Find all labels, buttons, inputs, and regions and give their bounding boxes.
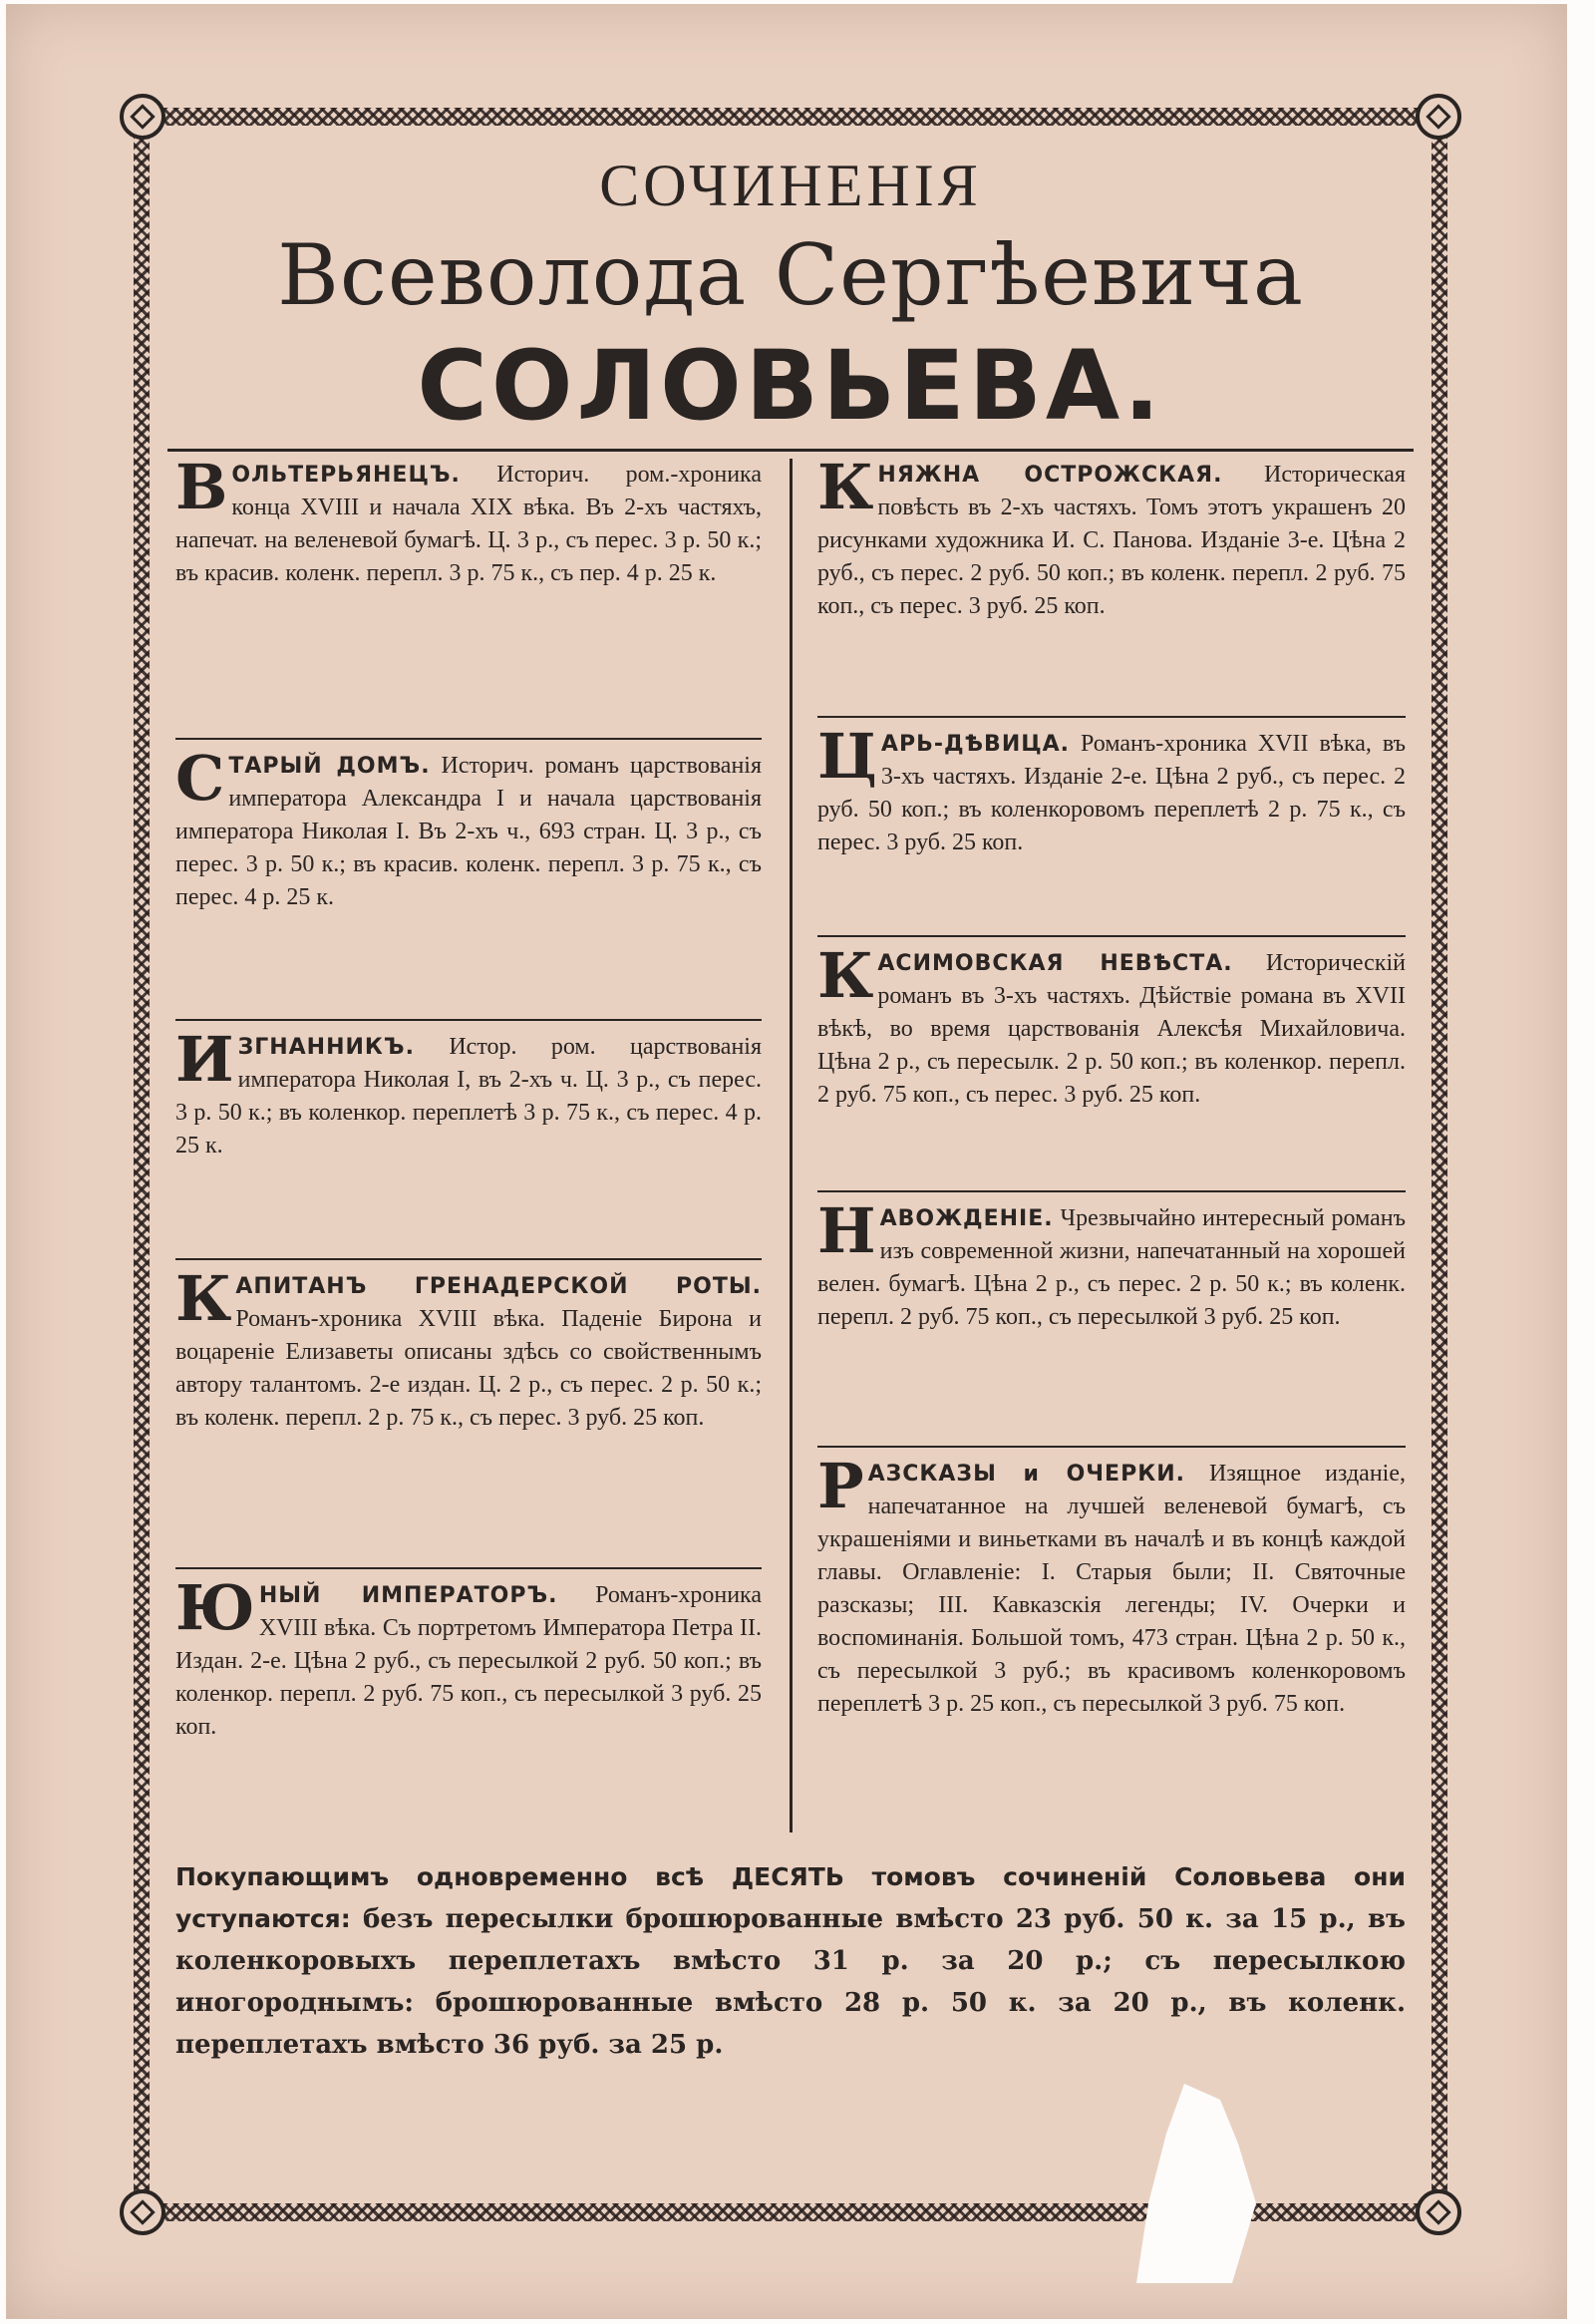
entry-title: АСИМОВСКАЯ НЕВѢСТА. [877, 951, 1233, 976]
corner-ornament-icon [1416, 2189, 1461, 2235]
entry-title: АПИТАНЪ ГРЕНАДЕРСКОЙ РОТЫ. [235, 1274, 762, 1299]
dropcap: В [175, 459, 228, 523]
offer-prices: безъ пересылки брошюрованные вмѣсто 23 руб. 50 к. за 15 р., въ коленкоровыхъ переплетахъ вмѣсто 31 р. за 20 р.; съ пересылкою иногороднымъ: брошюрованные вмѣсто 28 р. 50 к. за 20 р., въ коленк. переплетахъ вмѣсто 36 руб. за 25 р. [175, 1904, 1406, 2060]
border-right [1432, 108, 1447, 2221]
entry-title: АРЬ-ДѢВИЦА. [880, 732, 1071, 757]
entry-title: ЗГНАННИКЪ. [237, 1035, 415, 1060]
catalogue-entry [175, 740, 762, 1021]
frame-content [167, 142, 1414, 2187]
header-author-name: Всеволода Сергѣевича [277, 226, 1304, 324]
dropcap: К [817, 459, 874, 523]
catalogue-entry [817, 1192, 1406, 1448]
entry-title: ТАРЫЙ ДОМЪ. [228, 754, 431, 779]
entry-text: Романъ-хроника XVIII вѣка. Паденіе Бирона и воцареніе Елизаветы описаны здѣсь со свойственнымъ автору талантомъ. 2-е издан. Ц. 2 р., съ перес. 2 р. 50 к.; въ коленк. перепл. 2 р. 75 к., съ перес. 3 руб. 25 коп. [175, 1306, 762, 1431]
dropcap: К [175, 1262, 232, 1335]
entry-text: Изящное изданіе, напечатанное на лучшей веленевой бумагѣ, съ украшеніями и виньетками въ началѣ и въ концѣ каждой главы. Оглавленіе: I. Старыя были; II. Святочные разсказы; III. Кавказскія легенды; IV. Очерки и воспоминанія. Большой томъ, 473 стран. Цѣна 2 р. 50 к., съ пересылкой 3 руб.; въ красивомъ коленкоровомъ переплетѣ 3 р. 25 коп., съ пересылкой 3 руб. 75 коп. [817, 1461, 1406, 1717]
corner-ornament-icon [120, 2189, 165, 2235]
catalogue-entry [175, 1569, 762, 1819]
catalogue-entry [175, 459, 762, 740]
border-left [134, 108, 150, 2221]
entry-text: Историческій романъ въ 3-хъ частяхъ. Дѣйствіе романа въ XVII вѣкѣ, во время царствованія Алексѣя Михайловича. Цѣна 2 р., съ пересылк. 2 р. 50 коп.; въ коленкор. перепл. 2 руб. 75 коп., съ перес. 3 руб. 25 коп. [817, 950, 1406, 1108]
entry-text: Романъ-хроника XVIII вѣка. Съ портретомъ Императора Петра II. Издан. 2-е. Цѣна 2 руб., съ пересылкой 2 руб. 50 коп.; въ коленкор. перепл. 2 руб. 75 коп., съ пересылкой 3 руб. 25 коп. [175, 1582, 762, 1740]
dropcap: Р [817, 1450, 864, 1522]
header-author-surname: СОЛОВЬЕВА. [417, 330, 1164, 442]
entry-text: Историческая повѣсть въ 2-хъ частяхъ. Томъ этотъ украшенъ 20 рисунками художника И. С. Панова. Изданіе 3-е. Цѣна 2 руб., съ перес. 2 руб. 50 коп.; въ коленк. перепл. 2 руб. 75 коп., съ перес. 3 руб. 25 коп. [817, 462, 1406, 619]
dropcap: С [175, 742, 225, 815]
offer-lead: Покупающимъ одновременно всѣ ДЕСЯТЬ томовъ сочиненій Соловьева они уступаются: [175, 1862, 1406, 1933]
dropcap: Н [817, 1194, 876, 1267]
offer-paragraph [175, 1856, 1406, 2066]
left-column [175, 459, 762, 1819]
entry-title: ОЛЬТЕРЬЯНЕЦЪ. [231, 463, 461, 488]
catalogue-entry [817, 459, 1406, 718]
dropcap: К [817, 939, 874, 1012]
entry-text: Истор. ром. царствованія императора Николая I, въ 2-хъ ч. Ц. 3 р., съ перес. 3 р. 50 к.; въ коленкор. переплетѣ 3 р. 75 к., съ перес. 4 р. 25 к. [175, 1034, 762, 1159]
ornamental-frame [134, 108, 1447, 2221]
entry-text: Чрезвычайно интересный романъ изъ современной жизни, напечатанный на хорошей велен. бумагѣ. Цѣна 2 р., съ перес. 2 р. 50 к.; въ коленк. перепл. 2 руб. 75 коп., съ пересылкой 3 руб. 25 коп. [817, 1205, 1406, 1330]
entry-text: Романъ-хроника XVII вѣка, въ 3-хъ частяхъ. Изданіе 2-е. Цѣна 2 руб., съ перес. 2 руб. 50 коп.; въ коленкоровомъ переплетѣ 2 р. 75 к., съ перес. 3 руб. 25 коп. [817, 731, 1406, 855]
page-sheet [6, 4, 1567, 2319]
entry-text: Историч. романъ царствованія императора Александра I и начала царствованія императора Николая I. Въ 2-хъ ч., 693 стран. Ц. 3 р., съ перес. 3 р. 50 к.; въ красив. коленк. перепл. 3 р. 75 к., съ перес. 4 р. 25 к. [175, 753, 762, 910]
corner-ornament-icon [1416, 94, 1461, 140]
entry-title: НЯЖНА ОСТРОЖСКАЯ. [877, 463, 1223, 488]
catalogue-entry [817, 718, 1406, 937]
right-column [817, 459, 1406, 1826]
entry-text: Историч. ром.-хроника конца XVIII и начала XIX вѣка. Въ 2-хъ частяхъ, напечат. на веленевой бумагѣ. Ц. 3 р., съ перес. 3 р. 50 к.; въ красив. коленк. перепл. 3 р. 75 к., съ пер. 4 р. 25 к. [175, 462, 762, 586]
border-top [134, 108, 1447, 126]
header-divider [167, 449, 1414, 452]
entry-title: АЗСКАЗЫ и ОЧЕРКИ. [867, 1462, 1185, 1487]
catalogue-columns [167, 459, 1414, 1832]
catalogue-entry [175, 1021, 762, 1260]
catalogue-entry [817, 937, 1406, 1192]
header-works: СОЧИНЕНIЯ [599, 153, 982, 218]
entry-title: АВОЖДЕНІЕ. [879, 1206, 1054, 1231]
catalogue-entry [817, 1448, 1406, 1826]
entry-title: НЫЙ ИМПЕРАТОРЪ. [258, 1583, 558, 1608]
dropcap: Ю [175, 1571, 255, 1644]
column-divider [790, 459, 793, 1832]
catalogue-entry [175, 1260, 762, 1569]
dropcap: Ц [817, 720, 877, 793]
corner-ornament-icon [120, 94, 165, 140]
dropcap: И [175, 1023, 234, 1096]
